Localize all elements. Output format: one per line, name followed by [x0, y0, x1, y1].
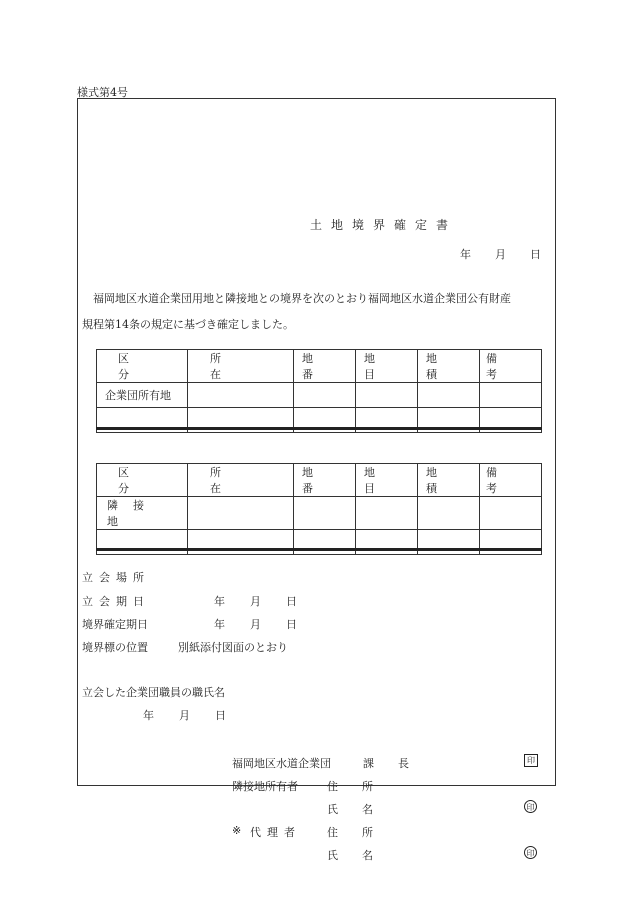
adjacent-land-table — [96, 463, 542, 555]
table-cell — [480, 497, 542, 530]
staff-date-year: 年 — [143, 709, 154, 722]
table-cell — [356, 383, 418, 408]
table-cell — [418, 383, 480, 408]
staff-date-day: 日 — [215, 709, 226, 722]
header-area — [418, 350, 480, 383]
owner-address-label: 住所 — [327, 780, 397, 793]
meeting-date-day: 日 — [286, 595, 297, 608]
meeting-date-month: 月 — [250, 595, 261, 608]
meeting-date-year: 年 — [214, 595, 225, 608]
table-divider — [96, 548, 542, 551]
header-category — [97, 464, 188, 497]
boundary-date-year: 年 — [214, 618, 225, 631]
seal-circle-icon: 印 — [524, 846, 537, 859]
header-category-text: 区分 — [118, 466, 153, 495]
proxy-address-label: 住所 — [327, 826, 397, 839]
header-area-text: 地積 — [426, 352, 459, 381]
table-row — [97, 497, 542, 530]
header-location-text: 所在 — [210, 352, 255, 381]
date-year: 年 — [460, 248, 471, 261]
body-text-line2: 規程第14条の規定に基づき確定しました。 — [82, 318, 294, 331]
header-location — [188, 464, 294, 497]
proxy-label: 代理者 — [250, 826, 301, 839]
seal-square-icon: 印 — [524, 754, 538, 767]
seal-circle-icon: 印 — [524, 800, 537, 813]
table-cell — [188, 497, 294, 530]
marker-position-label: 境界標の位置 — [82, 641, 148, 654]
boundary-date-day: 日 — [286, 618, 297, 631]
header-location — [188, 350, 294, 383]
header-location-text: 所在 — [210, 466, 255, 495]
owned-land-table — [96, 349, 542, 433]
table-cell — [480, 383, 542, 408]
table-row — [97, 383, 542, 408]
header-land-category — [356, 350, 418, 383]
header-lot-number-text: 地番 — [302, 352, 335, 381]
document-title: 土地境界確定書 — [310, 218, 458, 232]
body-text-line1: 福岡地区水道企業団用地と隣接地との境界を次のとおり福岡地区水道企業団公有財産 — [93, 292, 511, 305]
boundary-date-month: 月 — [250, 618, 261, 631]
meeting-place-label: 立会場所 — [82, 571, 150, 584]
proxy-name-label: 氏名 — [327, 849, 397, 862]
form-number: 様式第4号 — [77, 86, 128, 99]
owner-label: 隣接地所有者 — [232, 780, 298, 793]
table-cell — [294, 497, 356, 530]
header-lot-number — [294, 464, 356, 497]
table-header-row — [97, 350, 542, 383]
adjacent-land-label-text: 隣接地 — [107, 499, 159, 528]
staff-date-month: 月 — [179, 709, 190, 722]
header-land-category-text: 地目 — [364, 466, 397, 495]
header-remarks-text: 備考 — [486, 352, 521, 381]
proxy-mark: ※ — [232, 824, 242, 837]
table-cell — [188, 383, 294, 408]
header-land-category-text: 地目 — [364, 352, 397, 381]
date-month: 月 — [495, 248, 506, 261]
date-day: 日 — [530, 248, 541, 261]
document-frame — [77, 98, 556, 862]
header-lot-number — [294, 350, 356, 383]
table-cell — [418, 497, 480, 530]
chief-label: 課長 — [363, 757, 433, 770]
header-remarks — [480, 350, 542, 383]
table-header-row — [97, 464, 542, 497]
header-category-text: 区分 — [118, 352, 153, 381]
owner-name-label: 氏名 — [327, 803, 397, 816]
adjacent-land-label — [97, 497, 188, 530]
header-lot-number-text: 地番 — [302, 466, 335, 495]
marker-position-value: 別紙添付図面のとおり — [178, 641, 288, 654]
table-cell — [294, 383, 356, 408]
header-land-category — [356, 464, 418, 497]
staff-label: 立会した企業団職員の職氏名 — [82, 686, 225, 699]
owned-land-label: 企業団所有地 — [97, 383, 188, 408]
table-divider — [96, 427, 542, 430]
header-category — [97, 350, 188, 383]
boundary-date-label: 境界確定期日 — [82, 618, 148, 631]
table-cell — [356, 497, 418, 530]
header-area-text: 地積 — [426, 466, 459, 495]
header-area — [418, 464, 480, 497]
header-remarks-text: 備考 — [486, 466, 521, 495]
org-name: 福岡地区水道企業団 — [232, 757, 331, 770]
header-remarks — [480, 464, 542, 497]
meeting-date-label: 立会期日 — [82, 595, 150, 608]
